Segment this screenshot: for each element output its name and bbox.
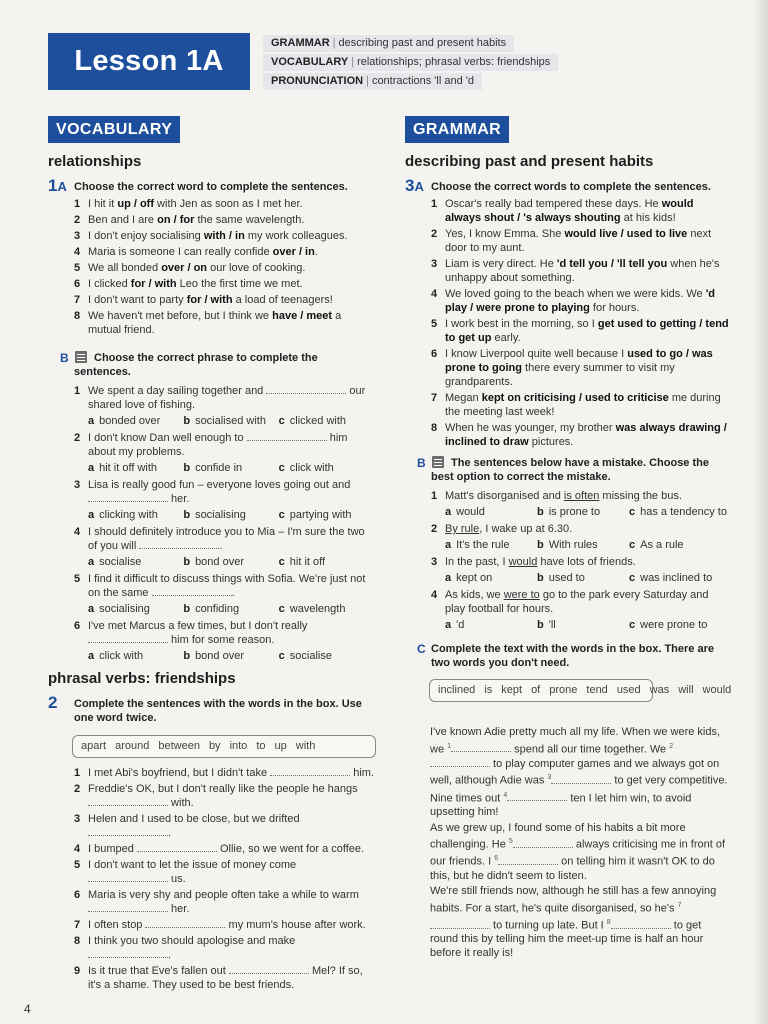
option-c[interactable]: c was inclined to: [629, 572, 713, 584]
answer-blank[interactable]: [430, 919, 490, 929]
exercise-1b-list: [74, 384, 374, 666]
vocabulary-banner: VOCABULARY: [48, 116, 180, 143]
option-a[interactable]: a 'd: [445, 619, 465, 631]
subheading-habits: describing past and present habits: [405, 153, 654, 170]
paragraph: I've known Adie pretty much all my life. When we were kids, we $^1$ spend all our time together. We $^2$ to play computer games and we always got on well, although Adie was $^3$ to get very competitive. Nine times out $^4$ ten I let him win, to avoid upsetting him!: [430, 726, 728, 818]
list-item: 4 I should definitely introduce you to Mia – I'm sure the two of you will .: [74, 526, 365, 552]
exercise-2-list: [74, 766, 374, 994]
choice[interactable]: 'd tell you / 'll tell you: [556, 258, 668, 270]
choice[interactable]: for / with: [186, 294, 233, 306]
list-item: 5 We all bonded over / on our love of cooking.: [74, 262, 306, 274]
word-box: inclined is kept of prone tend used was will would: [429, 679, 653, 702]
exercise-3b-list: [431, 489, 731, 635]
option-b[interactable]: b socialising: [183, 509, 246, 521]
answer-blank[interactable]: [139, 539, 219, 549]
choice[interactable]: for / with: [130, 278, 177, 290]
list-item: 1 I hit it up / off with Jen as soon as I met her.: [74, 198, 303, 210]
option-a[interactable]: a It's the rule: [445, 539, 510, 551]
choice[interactable]: over / in: [272, 246, 315, 258]
answer-blank[interactable]: [451, 742, 511, 752]
lesson-objectives: [263, 35, 558, 92]
exercise-number: 1A: [48, 176, 67, 195]
list-item: 2 Ben and I are on / for the same wavelength.: [74, 214, 305, 226]
answer-blank[interactable]: [88, 633, 168, 643]
answer-blank[interactable]: [247, 431, 327, 441]
objective-pronunciation: PRONUNCIATION | contractions 'll and 'd: [263, 73, 482, 90]
options-row: [431, 571, 731, 585]
objective-vocabulary: VOCABULARY | relationships; phrasal verbs: friendships: [263, 54, 558, 71]
option-a[interactable]: a click with: [88, 650, 144, 662]
list-item: 1 Matt's disorganised and is often missing the bus.: [431, 490, 682, 502]
option-c[interactable]: c As a rule: [629, 539, 684, 551]
objective-grammar: GRAMMAR | describing past and present habits: [263, 35, 514, 52]
exercise-letter: B: [60, 351, 69, 365]
choice[interactable]: 'd play / were prone to playing: [445, 288, 716, 314]
subheading-relationships: relationships: [48, 153, 142, 170]
list-item: 9 Is it true that Eve's fallen out Mel? If so, it's a shame. They used to be best friends.: [74, 965, 363, 991]
list-item: 8 I think you two should apologise and make .: [74, 935, 296, 961]
options-row: [74, 461, 374, 475]
answer-blank[interactable]: [88, 796, 168, 806]
list-item: 8 When he was younger, my brother was always drawing / inclined to draw pictures.: [431, 422, 727, 448]
exercise-1b-instruction: Choose the correct phrase to complete the sentences.: [74, 352, 318, 378]
answer-blank[interactable]: [88, 872, 168, 882]
answer-blank[interactable]: [88, 902, 168, 912]
option-a[interactable]: a kept on: [445, 572, 493, 584]
list-item: 4 Maria is someone I can really confide over / in.: [74, 246, 318, 258]
list-item: 6 I've met Marcus a few times, but I don't really him for some reason.: [74, 620, 308, 646]
options-row: [74, 602, 374, 616]
list-item: 5 I don't want to let the issue of money come us.: [74, 859, 297, 885]
list-item: 7 Megan kept on criticising / used to criticise me during the meeting last week!: [431, 392, 721, 418]
exercise-3a-instruction: Choose the correct words to complete the sentences.: [431, 181, 711, 193]
subheading-phrasal-verbs: phrasal verbs: friendships: [48, 670, 236, 687]
list-item: 7 I often stop my mum's house after work.: [74, 919, 366, 931]
list-item: 8 We haven't met before, but I think we have / meet a mutual friend.: [74, 310, 342, 336]
exercise-1a-list: [74, 197, 374, 339]
answer-blank[interactable]: [551, 774, 611, 784]
word-box: apart around between by into to up with: [72, 735, 376, 758]
answer-blank[interactable]: [498, 855, 558, 865]
option-a[interactable]: a socialise: [88, 556, 142, 568]
answer-blank[interactable]: [270, 766, 350, 776]
answer-blank[interactable]: [152, 586, 232, 596]
exercise-number: 3A: [405, 176, 424, 195]
answer-blank[interactable]: [88, 948, 168, 958]
exercise-letter: C: [417, 642, 426, 656]
paragraph: As we grew up, I found some of his habits a bit more challenging. He $^5$ always criticising me in front of our friends. I $^6$ on telling him it wasn't OK to do this, but he didn't seem to listen.: [430, 821, 726, 882]
answer-blank[interactable]: [88, 492, 168, 502]
exercise-2-instruction: Complete the sentences with the words in the box. Use one word twice.: [74, 698, 362, 724]
choice[interactable]: would always shout / 's always shouting: [445, 198, 694, 224]
answer-blank[interactable]: [430, 757, 490, 767]
option-a[interactable]: a would: [445, 506, 485, 518]
exercise-1a-instruction: Choose the correct word to complete the sentences.: [74, 181, 348, 193]
option-b[interactable]: b bond over: [183, 650, 244, 662]
list-item: 3 I don't enjoy socialising with / in my work colleagues.: [74, 230, 348, 242]
choice[interactable]: over / on: [161, 262, 208, 274]
list-item: 7 I don't want to party for / with a load of teenagers!: [74, 294, 333, 306]
list-item: 4 I bumped Ollie, so we went for a coffee.: [74, 843, 365, 855]
page-number: 4: [24, 1002, 31, 1016]
list-item: 5 I work best in the morning, so I get used to getting / tend to get up early.: [431, 318, 729, 344]
option-c[interactable]: c were prone to: [629, 619, 708, 631]
option-c[interactable]: c partying with: [278, 509, 352, 521]
answer-blank[interactable]: [145, 918, 225, 928]
option-b[interactable]: b confiding: [183, 603, 240, 615]
options-row: [74, 649, 374, 663]
exercise-3c-instruction: Complete the text with the words in the box. There are two words you don't need.: [431, 643, 714, 669]
answer-blank[interactable]: [266, 384, 346, 394]
option-c[interactable]: c click with: [278, 462, 334, 474]
option-c[interactable]: c hit it off: [278, 556, 326, 568]
list-item: 6 I clicked for / with Leo the first time we met.: [74, 278, 303, 290]
list-item: 1 I met Abi's boyfriend, but I didn't take him.: [74, 767, 374, 779]
options-row: [431, 505, 731, 519]
gap-fill-text: [430, 726, 730, 963]
option-c[interactable]: c socialise: [278, 650, 332, 662]
option-b[interactable]: b used to: [537, 572, 585, 584]
option-b[interactable]: b With rules: [537, 539, 598, 551]
options-row: [74, 414, 374, 428]
choice[interactable]: get used to getting / tend to get up: [445, 318, 729, 344]
choice[interactable]: on / for: [157, 214, 195, 226]
option-a[interactable]: a bonded over: [88, 415, 161, 427]
option-b[interactable]: b bond over: [183, 556, 244, 568]
list-item: 1 Oscar's really bad tempered these days. He would always shout / 's always shouting at his kids!: [431, 198, 694, 224]
option-a[interactable]: a socialising: [88, 603, 150, 615]
option-b[interactable]: b is prone to: [537, 506, 601, 518]
option-c[interactable]: c wavelength: [278, 603, 346, 615]
list-item: 4 As kids, we were to go to the park every Saturday and play football for hours.: [431, 589, 709, 615]
list-item: 3 Helen and I used to be close, but we drifted .: [74, 813, 300, 839]
choice[interactable]: with / in: [203, 230, 245, 242]
list-item: 1 We spent a day sailing together and our shared love of fishing.: [74, 385, 366, 411]
options-row: [431, 618, 731, 632]
exercise-number: 2: [48, 693, 58, 712]
choice[interactable]: kept on criticising / used to criticise: [481, 392, 669, 404]
answer-blank[interactable]: [507, 791, 567, 801]
option-a[interactable]: a hit it off with: [88, 462, 158, 474]
exercise-letter: B: [417, 456, 426, 470]
lesson-title: Lesson 1A: [48, 33, 250, 90]
option-c[interactable]: c clicked with: [278, 415, 347, 427]
list-item: 5 I find it difficult to discuss things with Sofia. We're just not on the same .: [74, 573, 366, 599]
list-item: 4 We loved going to the beach when we were kids. We 'd play / were prone to playing for hours.: [431, 288, 716, 314]
exercise-3a-list: [431, 197, 731, 451]
option-b[interactable]: b socialised with: [183, 415, 266, 427]
list-item: 6 I know Liverpool quite well because I used to go / was prone to going there every summer to visit my grandparents.: [431, 348, 713, 388]
choice[interactable]: would live / used to live: [564, 228, 688, 240]
page-edge-shadow: [754, 0, 768, 1024]
list-item: 3 Liam is very direct. He 'd tell you / 'll tell you when he's unhappy about something.: [431, 258, 720, 284]
exercise-3b-instruction: The sentences below have a mistake. Choose the best option to correct the mistake.: [431, 457, 709, 483]
options-row: [74, 508, 374, 522]
list-item: 2 Freddie's OK, but I don't really like the people he hangs with.: [74, 783, 358, 809]
option-a[interactable]: a clicking with: [88, 509, 158, 521]
choice[interactable]: was always drawing / inclined to draw: [445, 422, 727, 448]
choice[interactable]: used to go / was prone to going: [445, 348, 713, 374]
option-b[interactable]: b 'll: [537, 619, 556, 631]
list-item: 2 Yes, I know Emma. She would live / used to live next door to my aunt.: [431, 228, 712, 254]
options-row: [74, 555, 374, 569]
answer-blank[interactable]: [88, 826, 168, 836]
answer-blank[interactable]: [229, 964, 309, 974]
list-item: 3 Lisa is really good fun – everyone loves going out and her.: [74, 479, 351, 505]
list-item: 2 I don't know Dan well enough to him about my problems.: [74, 432, 348, 458]
option-b[interactable]: b confide in: [183, 462, 243, 474]
choice[interactable]: have / meet: [272, 310, 333, 322]
list-item: 3 In the past, I would have lots of friends.: [431, 556, 636, 568]
answer-blank[interactable]: [513, 838, 573, 848]
grammar-banner: GRAMMAR: [405, 116, 509, 143]
paragraph: We're still friends now, although he still has a few annoying habits. For a start, he's quite disorganised, so he's $^7$ to turning up late. But I $^8$ to get round this by telling him the meet-up time is half an hour before it really is!: [430, 885, 717, 959]
option-c[interactable]: c has a tendency to: [629, 506, 727, 518]
choice[interactable]: up / off: [117, 198, 154, 210]
list-item: 2 By rule, I wake up at 6.30.: [431, 523, 573, 535]
list-item: 6 Maria is very shy and people often take a while to warm her.: [74, 889, 359, 915]
answer-blank[interactable]: [137, 842, 217, 852]
answer-blank[interactable]: [611, 919, 671, 929]
options-row: [431, 538, 731, 552]
